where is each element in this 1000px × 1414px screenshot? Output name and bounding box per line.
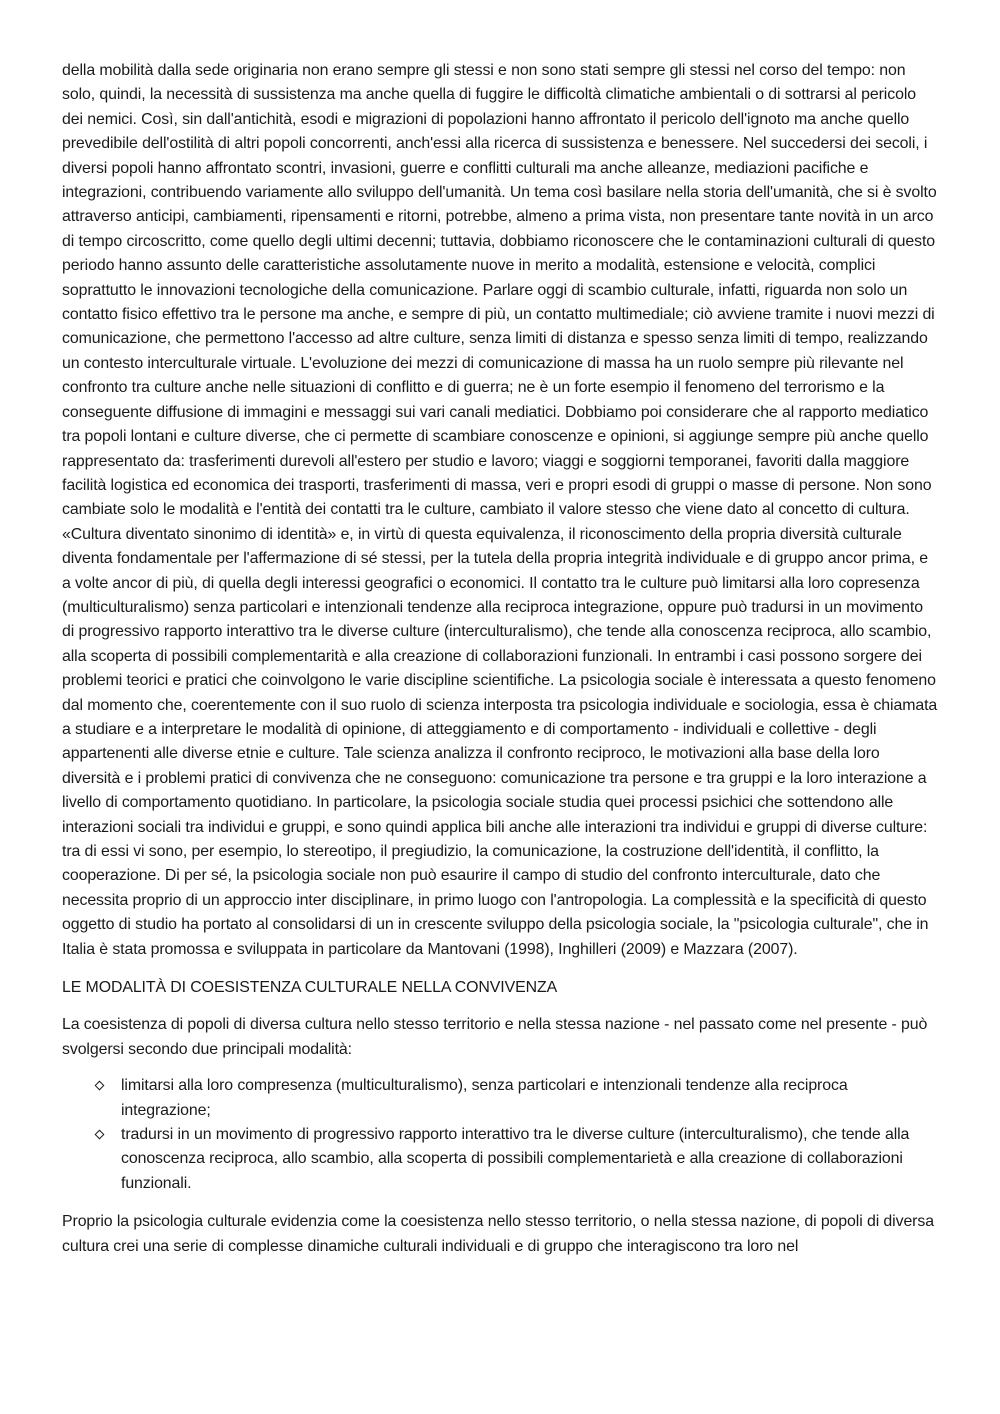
diamond-bullet-icon [95, 1130, 105, 1140]
bullet-list [62, 1074, 938, 1196]
closing-paragraph: Proprio la psicologia culturale evidenzia come la coesistenza nello stesso territorio, o nella stessa nazione, di popoli di diversa cultura crei una serie di complesse dinamiche culturali individuali e di gruppo che interagiscono tra loro nel [62, 1213, 934, 1255]
section-heading: LE MODALITÀ DI COESISTENZA CULTURALE NELLA CONVIVENZA [62, 979, 558, 997]
list-item-text: tradursi in un movimento di progressivo rapporto interattivo tra le diverse culture (interculturalismo), che tende alla conoscenza reciproca, allo scambio, alla scoperta di possibili complementarietà e alla creazione di collaborazioni funzionali. [121, 1126, 910, 1192]
diamond-bullet-icon [95, 1081, 105, 1091]
intro-paragraph: La coesistenza di popoli di diversa cultura nello stesso territorio e nella stessa nazione - nel passato come nel presente - può svolgersi secondo due principali modalità: [62, 1016, 928, 1058]
body-paragraph: della mobilità dalla sede originaria non erano sempre gli stessi e non sono stati sempre gli stessi nel corso del tempo: non solo, quindi, la necessità di sussistenza ma anche quella di fuggire le difficoltà climatiche ambientali o di sottrarsi al pericolo dei nemici. Così, sin dall'antichità, esodi e migrazioni di popolazioni hanno affrontato il pericolo dell'ignoto ma anche quello prevedibile dell'ostilità di altri popoli concorrenti, anch'essi alla ricerca di sussistenza e benessere. Nel succedersi dei secoli, i diversi popoli hanno affrontato scontri, invasioni, guerre e conflitti culturali ma anche alleanze, mediazioni pacifiche e integrazioni, contribuendo variamente allo sviluppo dell'umanità. Un tema così basilare nella storia dell'umanità, che si è svolto attraverso anticipi, cambiamenti, ripensamenti e ritorni, potrebbe, almeno a prima vista, non presentare tante novità in un arco di tempo circoscritto, come quello degli ultimi decenni; tuttavia, dobbiamo riconoscere che le contaminazioni culturali di questo periodo hanno assunto delle caratteristiche assolutamente nuove in merito a modalità, estensione e velocità, complici soprattutto le innovazioni tecnologiche della comunicazione. Parlare oggi di scambio culturale, infatti, riguarda non solo un contatto fisico effettivo tra le persone ma anche, e sempre di più, un contatto multimediale; ciò avviene tramite i nuovi mezzi di comunicazione, che permettono l'accesso ad altre culture, senza limiti di distanza e spesso senza limiti di tempo, realizzando un contesto interculturale virtuale. L'evoluzione dei mezzi di comunicazione di massa ha un ruolo sempre più rilevante nel confronto tra culture anche nelle situazioni di conflitto e di guerra; ne è un forte esempio il fenomeno del terrorismo e la conseguente diffusione di immagini e messaggi sui vari canali mediatici. Dobbiamo poi considerare che al rapporto mediatico tra popoli lontani e culture diverse, che ci permette di scambiare conoscenze e opinioni, si aggiunge sempre più anche quello rappresentato da: trasferimenti durevoli all'estero per studio e lavoro; viaggi e soggiorni temporanei, favoriti dalla maggiore facilità logistica ed economica dei trasporti, trasferimenti di massa, veri e propri esodi di gruppi o masse di persone. Non sono cambiate solo le modalità e l'entità dei contatti tra le culture, cambiato il valore stesso che viene dato al concetto di cultura. «Cultura diventato sinonimo di identità» e, in virtù di questa equivalenza, il riconoscimento della propria diversità culturale diventa fondamentale per l'affermazione di sé stessi, per la tutela della propria integrità individuale e di gruppo ancor prima, e a volte ancor di più, di quella degli interessi geografici o economici. Il contatto tra le culture può limitarsi alla loro copresenza (multiculturalismo) senza particolari e intenzionali tendenze alla reciproca integrazione, oppure può tradursi in un movimento di progressivo rapporto interattivo tra le diverse culture (interculturalismo), che tende alla conoscenza reciproca, allo scambio, alla scoperta di possibili complementarità e alla creazione di collaborazioni funzionali. In entrambi i casi possono sorgere dei problemi teorici e pratici che coinvolgono le varie discipline scientifiche. La psicologia sociale è interessata a questo fenomeno dal momento che, coerentemente con il suo ruolo di scienza interposta tra psicologia individuale e sociologia, essa è chiamata a studiare e a interpretare le modalità di opinione, di atteggiamento e di comportamento - individuali e collettive - degli appartenenti alle diverse etnie e culture. Tale scienza analizza il confronto reciproco, le motivazioni alla base della loro diversità e i problemi pratici di convivenza che ne conseguono: comunicazione tra persone e tra gruppi e la loro interazione a livello di comportamento quotidiano. In particolare, la psicologia sociale studia quei processi psichici che sottendono alle interazioni sociali tra individui e gruppi, e sono quindi applica bili anche alle interazioni tra individui e gruppi di diverse culture: tra di essi vi sono, per esempio, lo stereotipo, il pregiudizio, la comunicazione, la costruzione dell'identità, il conflitto, la cooperazione. Di per sé, la psicologia sociale non può esaurire il campo di studio del confronto interculturale, dato che necessita proprio di un approccio inter disciplinare, in primo luogo con l'antropologia. La complessità e la specificità di questo oggetto di studio ha portato al consolidarsi di un in crescente sviluppo della psicologia sociale, la "psicologia culturale", che in Italia è stata promossa e sviluppata in particolare da Mantovani (1998), Inghilleri (2009) e Mazzara (2007). [62, 62, 938, 958]
list-item [62, 1123, 938, 1196]
list-item [62, 1074, 938, 1123]
list-item-text: limitarsi alla loro compresenza (multiculturalismo), senza particolari e intenzionali tendenze alla reciproca integrazione; [121, 1077, 848, 1119]
